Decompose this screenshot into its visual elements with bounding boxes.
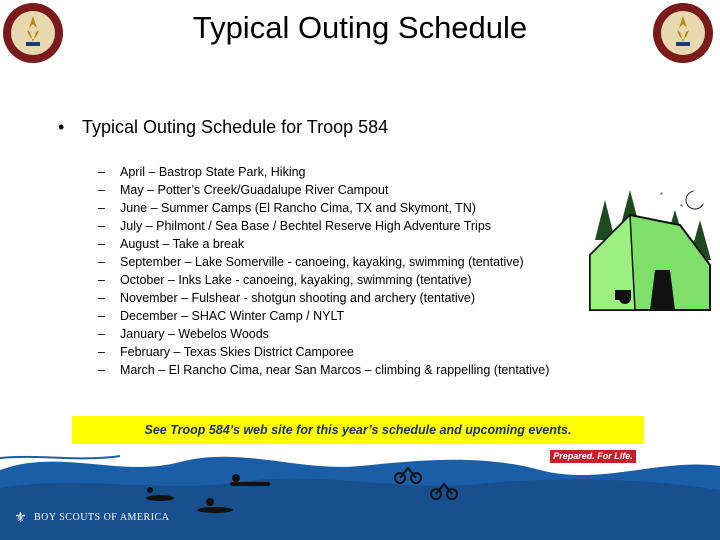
tent-clipart-icon xyxy=(585,180,715,330)
list-item: – May – Potter’s Creek/Guadalupe River Campout xyxy=(98,183,389,197)
page-title: Typical Outing Schedule xyxy=(192,10,528,45)
tagline-badge: Prepared. For Life. xyxy=(550,450,636,463)
list-item: – September – Lake Somerville - canoeing, kayaking, swimming (tentative) xyxy=(98,255,524,269)
list-item: – January – Webelos Woods xyxy=(98,327,269,341)
list-item: – November – Fulshear - shotgun shooting and archery (tentative) xyxy=(98,291,476,305)
schedule-list xyxy=(98,163,549,379)
list-item: – July – Philmont / Sea Base / Bechtel Reserve High Adventure Trips xyxy=(98,219,492,233)
list-item: – August – Take a break xyxy=(98,237,245,251)
main-bullet xyxy=(58,117,388,138)
svg-text:*: * xyxy=(660,191,664,200)
bullet-icon: • xyxy=(58,117,65,137)
main-bullet-text: Typical Outing Schedule for Troop 584 xyxy=(82,117,389,137)
list-item: – April – Bastrop State Park, Hiking xyxy=(98,165,306,179)
list-item: – March – El Rancho Cima, near San Marcos – climbing & rappelling (tentative) xyxy=(98,363,550,377)
list-item: – December – SHAC Winter Camp / NYLT xyxy=(98,309,345,323)
org-name: BOY SCOUTS OF AMERICA xyxy=(34,512,170,523)
list-item: – October – Inks Lake - canoeing, kayaking, swimming (tentative) xyxy=(98,273,472,287)
svg-text:⚜: ⚜ xyxy=(14,509,27,525)
website-banner: See Troop 584’s web site for this year’s schedule and upcoming events. xyxy=(72,416,644,444)
list-item: – June – Summer Camps (El Rancho Cima, TX and Skymont, TN) xyxy=(98,201,476,215)
list-item: – February – Texas Skies District Camporee xyxy=(98,345,354,359)
svg-text:*: * xyxy=(680,203,684,212)
